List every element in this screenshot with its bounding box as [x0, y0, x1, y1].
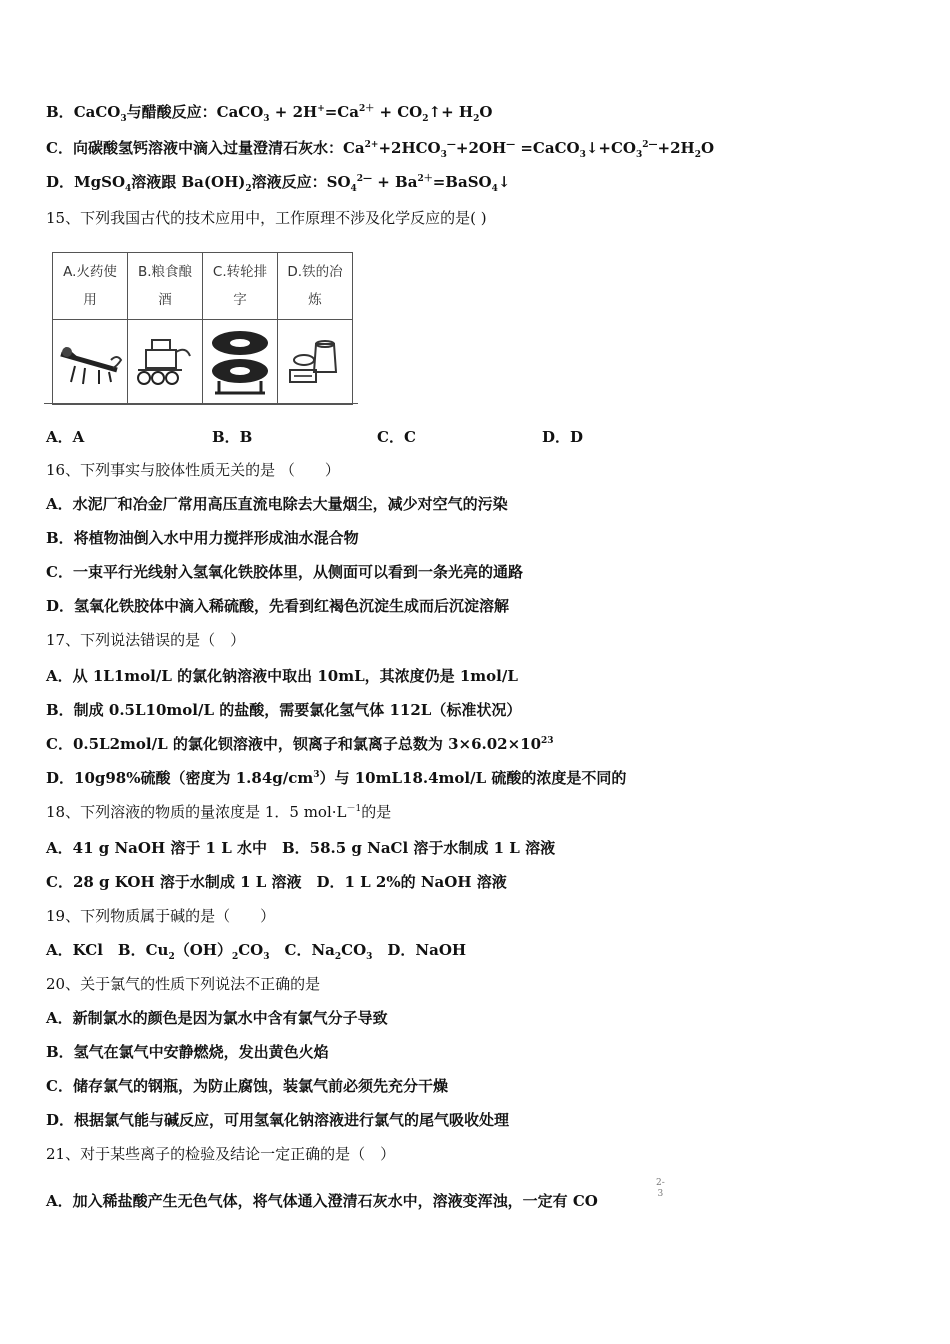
q15-answer-b: B．B — [212, 428, 253, 446]
q16-stem: 16、下列事实与胶体性质无关的是 （ ） — [46, 461, 340, 479]
q18-options-row1: A．41 g NaOH 溶于 1 L 水中 B．58.5 g NaCl 溶于水制成 1 L 溶液 — [46, 839, 556, 857]
q18-stem: 18、下列溶液的物质的量浓度是 1．5 $mol\cdot L^{-1}$的是 — [46, 803, 392, 821]
q15-answer-a: A．A — [46, 428, 85, 446]
q20-option-b: B．氢气在氯气中安静燃烧，发出黄色火焰 — [46, 1043, 329, 1061]
q17-option-c: C．0.5L2mol/L 的氯化钡溶液中，钡离子和氯离子总数为 $3\times 6.02\times 10^{23}$ — [46, 735, 554, 753]
q20-option-a: A．新制氯水的颜色是因为氯水中含有氯气分子导致 — [46, 1009, 388, 1027]
q16-option-a: A．水泥厂和冶金厂常用高压直流电除去大量烟尘，减少对空气的污染 — [46, 495, 508, 513]
q17-option-a: A．从 1L1mol/L 的氯化钠溶液中取出 10mL，其浓度仍是 1mol/L — [46, 667, 518, 685]
q20-option-d: D．根据氯气能与碱反应，可用氢氧化钠溶液进行氯气的尾气吸收处理 — [46, 1111, 510, 1129]
q16-option-b: B．将植物油倒入水中用力搅拌形成油水混合物 — [46, 529, 359, 547]
q19-stem: 19、下列物质属于碱的是（ ） — [46, 907, 276, 925]
table-baseline — [44, 403, 358, 404]
q16-option-d: D．氢氧化铁胶体中滴入稀硫酸，先看到红褐色沉淀生成而后沉淀溶解 — [46, 597, 510, 615]
q15-stem: 15、下列我国古代的技术应用中，工作原理不涉及化学反应的是( ) — [46, 209, 487, 227]
q15-answer-c: C．C — [377, 428, 416, 446]
q17-stem: 17、下列说法错误的是（ ） — [46, 631, 246, 649]
q15-header-b: B.粮食酿 酒 — [128, 253, 203, 320]
q21-option-a: A．加入稀盐酸产生无色气体，将气体通入澄清石灰水中，溶液变浑浊，一定有 CO — [46, 1192, 598, 1210]
q20-option-c: C．储存氯气的钢瓶，为防止腐蚀，装氯气前必须先充分干燥 — [46, 1077, 448, 1095]
q21-stem: 21、对于某些离子的检验及结论一定正确的是（ ） — [46, 1145, 396, 1163]
q20-stem: 20、关于氯气的性质下列说法不正确的是 — [46, 975, 321, 993]
q19-options: A．KCl B．$Cu_2(OH)_2CO_3$ C．$Na_2CO_3$ D．NaOH — [46, 941, 467, 962]
gunpowder-image — [53, 320, 128, 405]
q14-option-d: D．MgSO$_4$溶液跟 $Ba(OH)_2$溶液反应：$SO_4^{2—}$ + $Ba^{2+}=BaSO_4↓$ — [46, 173, 511, 194]
q14-option-b: B．CaCO$_3$与醋酸反应：CaCO$_3$ + $2H^+=Ca^{2+}$ + $CO_2↑+ H_2O$ — [46, 103, 493, 124]
q21-ion-charge: 2- 3 — [656, 1178, 665, 1199]
type-wheel-image — [203, 320, 278, 405]
q17-option-d: D．10g98%硫酸（密度为 $1.84g/cm^3$）与 10mL18.4mol/L 硫酸的浓度是不同的 — [46, 769, 627, 787]
q17-option-b: B．制成 0.5L10mol/L 的盐酸，需要氯化氢气体 112L（标准状况） — [46, 701, 522, 719]
iron-smelting-image — [278, 320, 353, 405]
brewing-image — [128, 320, 203, 405]
q15-header-a: A.火药使 用 — [53, 253, 128, 320]
q15-answer-d: D．D — [542, 428, 584, 446]
q15-options-table — [52, 252, 353, 405]
q14-option-c: C．向碳酸氢钙溶液中滴入过量澄清石灰水：$Ca^{2+}+2HCO_3^—+2OH^—$ $=CaCO_3↓+CO_3^{2—}+2H_2O$ — [46, 139, 715, 160]
q16-option-c: C．一束平行光线射入氢氧化铁胶体里，从侧面可以看到一条光亮的通路 — [46, 563, 523, 581]
q18-options-row2: C．28 g KOH 溶于水制成 1 L 溶液 D．1 L 2%的 NaOH 溶液 — [46, 873, 507, 891]
q15-header-c: C.转轮排 字 — [203, 253, 278, 320]
q15-header-d: D.铁的冶 炼 — [278, 253, 353, 320]
